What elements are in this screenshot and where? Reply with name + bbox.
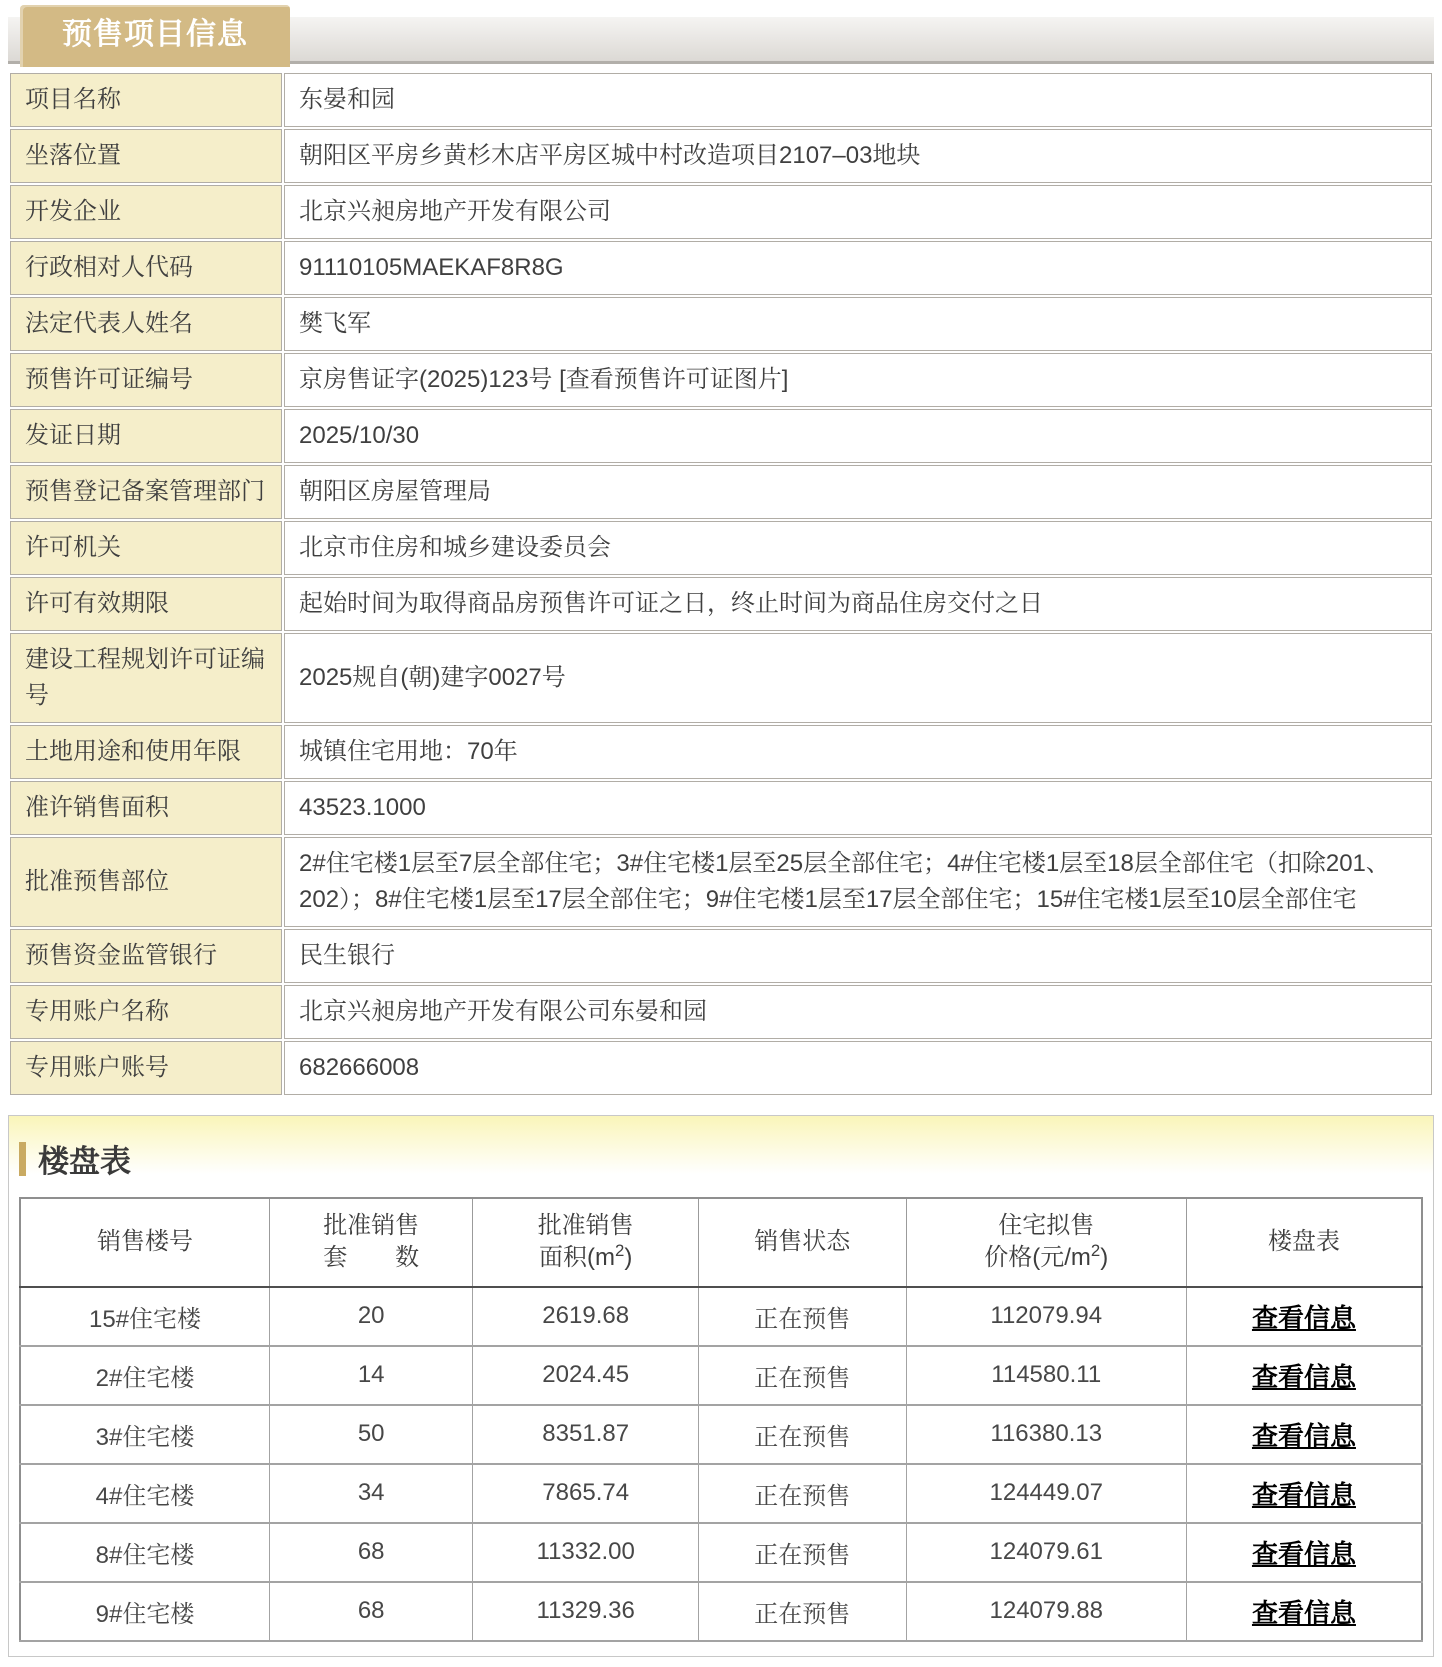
building-table-column-header xyxy=(20,1198,270,1287)
info-row-label: 准许销售面积 xyxy=(10,781,282,835)
info-row-value xyxy=(284,985,1432,1039)
info-row-value xyxy=(284,929,1432,983)
view-building-info-link[interactable]: 查看信息 xyxy=(1251,1538,1356,1569)
cell-approved-area: 8351.87 xyxy=(473,1405,699,1464)
info-row-value xyxy=(284,725,1432,779)
info-row-label: 预售资金监管银行 xyxy=(10,929,282,983)
info-value-text: 北京市住房和城乡建设委员会 xyxy=(299,534,611,561)
cell-approved-units: 34 xyxy=(270,1464,473,1523)
cell-building-number: 4#住宅楼 xyxy=(20,1464,270,1523)
info-value-text: 樊飞军 xyxy=(299,310,371,337)
cell-action xyxy=(1186,1464,1422,1523)
info-value-text: 起始时间为取得商品房预售许可证之日，终止时间为商品住房交付之日 xyxy=(299,590,1043,617)
info-row-value xyxy=(284,353,1432,407)
view-building-info-link[interactable]: 查看信息 xyxy=(1251,1361,1356,1392)
info-row xyxy=(10,837,1432,927)
info-row xyxy=(10,521,1432,575)
cell-sale-status: 正在预售 xyxy=(699,1346,906,1405)
info-row xyxy=(10,353,1432,407)
info-row-value xyxy=(284,781,1432,835)
info-row-value xyxy=(284,297,1432,351)
info-row-value xyxy=(284,73,1432,127)
info-value-text: 2#住宅楼1层至7层全部住宅；3#住宅楼1层至25层全部住宅；4#住宅楼1层至18层全部住宅（扣除201、202）；8#住宅楼1层至17层全部住宅；9#住宅楼1层至17层全部住宅；15#住宅楼1层至10层全部住宅 xyxy=(299,850,1390,913)
cell-building-number: 8#住宅楼 xyxy=(20,1523,270,1582)
info-row-value xyxy=(284,409,1432,463)
cell-building-number: 9#住宅楼 xyxy=(20,1582,270,1641)
building-table-row xyxy=(20,1464,1422,1523)
view-building-info-link[interactable]: 查看信息 xyxy=(1251,1420,1356,1451)
info-row xyxy=(10,297,1432,351)
cell-proposed-price: 116380.13 xyxy=(906,1405,1186,1464)
tab-bar xyxy=(8,5,1434,70)
info-row xyxy=(10,985,1432,1039)
view-building-info-link[interactable]: 查看信息 xyxy=(1251,1479,1356,1510)
info-value-text: 43523.1000 xyxy=(299,794,426,821)
cell-action xyxy=(1186,1287,1422,1346)
info-row xyxy=(10,129,1432,183)
column-header-line: 套 数 xyxy=(323,1244,420,1272)
info-row xyxy=(10,725,1432,779)
cell-building-number: 2#住宅楼 xyxy=(20,1346,270,1405)
info-row-value xyxy=(284,633,1432,723)
info-row-label: 专用账户账号 xyxy=(10,1041,282,1095)
cell-proposed-price: 124079.61 xyxy=(906,1523,1186,1582)
building-table xyxy=(19,1197,1423,1642)
info-value-text: 民生银行 xyxy=(299,942,395,969)
info-value-text: 东晏和园 xyxy=(299,86,395,113)
info-row-value xyxy=(284,837,1432,927)
view-building-info-link[interactable]: 查看信息 xyxy=(1251,1597,1356,1628)
info-row-value xyxy=(284,129,1432,183)
tab-presale-project-info[interactable]: 预售项目信息 xyxy=(20,5,290,67)
info-value-text: 2025规自(朝)建字0027号 xyxy=(299,664,566,691)
cell-action xyxy=(1186,1582,1422,1641)
cell-proposed-price: 114580.11 xyxy=(906,1346,1186,1405)
cell-approved-area: 7865.74 xyxy=(473,1464,699,1523)
info-row-label: 行政相对人代码 xyxy=(10,241,282,295)
info-row-label: 坐落位置 xyxy=(10,129,282,183)
cell-building-number: 3#住宅楼 xyxy=(20,1405,270,1464)
building-table-header-row xyxy=(20,1198,1422,1287)
cell-approved-area: 11332.00 xyxy=(473,1523,699,1582)
cell-approved-units: 68 xyxy=(270,1582,473,1641)
building-list-section xyxy=(8,1115,1434,1657)
info-row-value xyxy=(284,1041,1432,1095)
info-row-value xyxy=(284,577,1432,631)
info-row-label: 法定代表人姓名 xyxy=(10,297,282,351)
info-row xyxy=(10,185,1432,239)
info-value-text: 北京兴昶房地产开发有限公司东晏和园 xyxy=(299,998,707,1025)
info-value-text: 2025/10/30 xyxy=(299,422,420,449)
info-row-value xyxy=(284,241,1432,295)
info-row-label: 项目名称 xyxy=(10,73,282,127)
info-value-text: 京房售证字(2025)123号 xyxy=(299,366,560,393)
info-row-label: 建设工程规划许可证编号 xyxy=(10,633,282,723)
info-row xyxy=(10,409,1432,463)
building-table-column-header xyxy=(270,1198,473,1287)
building-table-row xyxy=(20,1405,1422,1464)
info-value-text: 682666008 xyxy=(299,1054,420,1081)
page-root xyxy=(0,5,1442,1667)
info-row-value xyxy=(284,465,1432,519)
cell-sale-status: 正在预售 xyxy=(699,1287,906,1346)
building-table-row xyxy=(20,1523,1422,1582)
building-table-column-header xyxy=(699,1198,906,1287)
info-row-value xyxy=(284,521,1432,575)
info-row xyxy=(10,781,1432,835)
column-header-line: 销售状态 xyxy=(754,1228,851,1256)
info-row xyxy=(10,1041,1432,1095)
cell-sale-status: 正在预售 xyxy=(699,1464,906,1523)
info-row-label: 批准预售部位 xyxy=(10,837,282,927)
view-building-info-link[interactable]: 查看信息 xyxy=(1251,1302,1356,1333)
info-row-label: 许可有效期限 xyxy=(10,577,282,631)
cell-proposed-price: 124449.07 xyxy=(906,1464,1186,1523)
cell-approved-units: 20 xyxy=(270,1287,473,1346)
info-row xyxy=(10,73,1432,127)
cell-approved-units: 14 xyxy=(270,1346,473,1405)
column-header-line: 面积$(m^2)$ xyxy=(539,1241,633,1272)
info-value-text: 朝阳区平房乡黄杉木店平房区城中村改造项目2107–03地块 xyxy=(299,142,921,169)
cell-sale-status: 正在预售 xyxy=(699,1523,906,1582)
info-row-label: 许可机关 xyxy=(10,521,282,575)
info-row xyxy=(10,929,1432,983)
info-row xyxy=(10,241,1432,295)
building-table-column-header xyxy=(906,1198,1186,1287)
column-header-line: 批准销售 xyxy=(323,1212,420,1239)
column-header-line: 楼盘表 xyxy=(1267,1228,1340,1256)
cell-action xyxy=(1186,1346,1422,1405)
building-table-row xyxy=(20,1346,1422,1405)
info-value-text: 城镇住宅用地：70年 xyxy=(299,738,518,765)
cell-sale-status: 正在预售 xyxy=(699,1582,906,1641)
info-value-text: 91110105MAEKAF8R8G xyxy=(299,254,564,281)
cell-approved-units: 68 xyxy=(270,1523,473,1582)
info-row-label: 土地用途和使用年限 xyxy=(10,725,282,779)
info-row xyxy=(10,465,1432,519)
column-header-line: 销售楼号 xyxy=(97,1228,194,1256)
cell-action xyxy=(1186,1523,1422,1582)
building-table-row xyxy=(20,1287,1422,1346)
info-value-text: 朝阳区房屋管理局 xyxy=(299,478,491,505)
cell-building-number: 15#住宅楼 xyxy=(20,1287,270,1346)
cell-sale-status: 正在预售 xyxy=(699,1405,906,1464)
cell-approved-units: 50 xyxy=(270,1405,473,1464)
project-info-table xyxy=(8,71,1434,1097)
column-header-line: 价格(元$/m^2$) xyxy=(984,1241,1109,1272)
building-table-column-header xyxy=(1186,1198,1422,1287)
info-row xyxy=(10,633,1432,723)
info-row-value xyxy=(284,185,1432,239)
section-title-bar-icon xyxy=(19,1142,26,1176)
info-row-label: 开发企业 xyxy=(10,185,282,239)
view-license-image-link[interactable]: [查看预售许可证图片] xyxy=(559,366,789,393)
building-table-column-header xyxy=(473,1198,699,1287)
column-header-line: 住宅拟售 xyxy=(998,1212,1095,1239)
column-header-line: 批准销售 xyxy=(537,1212,634,1239)
info-row-label: 预售登记备案管理部门 xyxy=(10,465,282,519)
cell-approved-area: 11329.36 xyxy=(473,1582,699,1641)
section-title xyxy=(19,1136,1423,1181)
info-row-label: 发证日期 xyxy=(10,409,282,463)
cell-action xyxy=(1186,1405,1422,1464)
building-table-row xyxy=(20,1582,1422,1641)
cell-approved-area: 2619.68 xyxy=(473,1287,699,1346)
info-value-text: 北京兴昶房地产开发有限公司 xyxy=(299,198,611,225)
cell-proposed-price: 124079.88 xyxy=(906,1582,1186,1641)
info-row xyxy=(10,577,1432,631)
cell-approved-area: 2024.45 xyxy=(473,1346,699,1405)
info-row-label: 专用账户名称 xyxy=(10,985,282,1039)
info-row-label: 预售许可证编号 xyxy=(10,353,282,407)
superscript: 2 xyxy=(615,1241,625,1261)
cell-proposed-price: 112079.94 xyxy=(906,1287,1186,1346)
superscript: 2 xyxy=(1090,1241,1101,1261)
section-title-text: 楼盘表 xyxy=(38,1144,131,1179)
